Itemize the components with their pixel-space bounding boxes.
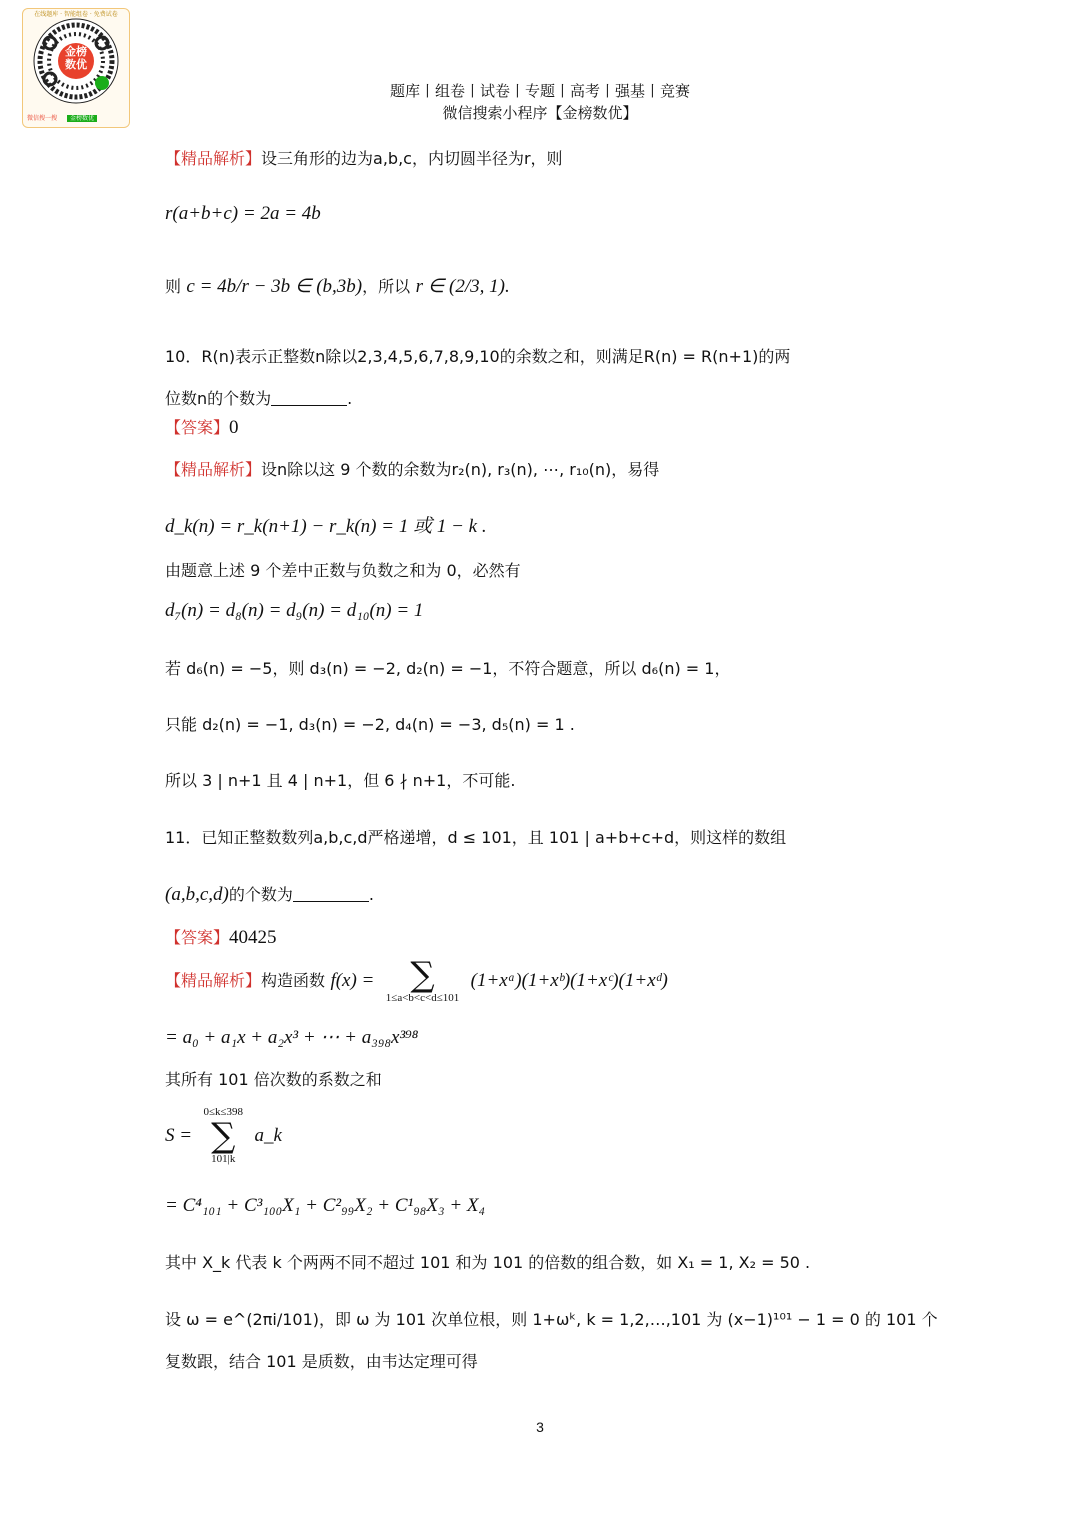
- q11-f-product: (1+xᵃ)(1+xᵇ)(1+xᶜ)(1+xᵈ): [470, 970, 668, 991]
- q10-stem-line2-prefix: 位数n的个数为: [165, 389, 272, 408]
- analysis-tag: 【精品解析】: [165, 971, 262, 990]
- q11-S-upper: 0≤k≤398: [203, 1106, 244, 1118]
- q11-analysis-prefix: 构造函数: [261, 971, 326, 990]
- q9-line3-end: r ∈ (2/3, 1).: [415, 276, 510, 297]
- q9-line3-math: c = 4b/r − 3b ∈ (b,3b): [186, 276, 363, 297]
- header-subtitle: 微信搜索小程序【金榜数优】: [442, 104, 638, 122]
- header-nav: 题库丨组卷丨试卷丨专题丨高考丨强基丨竞赛: [389, 82, 690, 100]
- analysis-tag: 【精品解析】: [165, 149, 262, 168]
- q10-stem-line2: [165, 388, 352, 410]
- q11-analysis: [165, 955, 668, 1005]
- q11-poly: = a₀ + a₁x + a₂x³ + ⋯ + a₃₉₈x³⁹⁸: [165, 1027, 419, 1048]
- q10-analysis: [165, 459, 659, 481]
- q10-line-d6: 若 d₆(n) = −5，则 d₃(n) = −2, d₂(n) = −1，不符合题意，所以 d₆(n) = 1，: [165, 659, 731, 678]
- q9-line3-prefix: 则: [165, 277, 182, 296]
- page-number: 3: [536, 1419, 544, 1435]
- logo-text: 金榜数优: [65, 45, 87, 71]
- sum-symbol: 0≤k≤398 ∑ 101|k: [203, 1106, 244, 1165]
- answer-blank: [271, 389, 347, 406]
- q11-S-lhs: S =: [165, 1125, 193, 1146]
- q11-S-lower: 101|k: [211, 1153, 236, 1165]
- q9-line3-mid: ，所以: [362, 277, 411, 296]
- logo-ring-text: 在线题库 · 智能组卷 · 免费试卷: [34, 11, 118, 18]
- q11-binom-line: = C⁴₁₀₁ + C³₁₀₀X₁ + C²₉₉X₂ + C¹₉₈X₃ + X₄: [165, 1195, 486, 1216]
- analysis-tag: 【精品解析】: [165, 460, 262, 479]
- q11-stem-line2-text: 的个数为: [228, 885, 293, 904]
- q9-line3: [165, 262, 510, 312]
- q10-analysis-intro: 设n除以这 9 个数的余数为r₂(n), r₃(n), ⋯, r₁₀(n)，易得: [261, 460, 660, 479]
- q10-stem-text: 10．R(n)表示正整数n除以2,3,4,5,6,7,8,9,10的余数之和，则满足R(n) = R(n+1)的两: [165, 347, 791, 366]
- answer-tag: 【答案】: [165, 418, 230, 437]
- q11-coef-text: 其所有 101 倍次数的系数之和: [165, 1070, 382, 1089]
- q11-Xk-line: 其中 X_k 代表 k 个两两不同不超过 101 和为 101 的倍数的组合数，如 X₁ = 1, X₂ = 50 .: [165, 1253, 811, 1272]
- q10-stem-line1: [165, 346, 790, 368]
- q11-S-term: a_k: [254, 1125, 282, 1146]
- q11-stem-line2-suffix: .: [368, 885, 374, 904]
- q11-sum-limits: 1≤a<b<c<d≤101: [385, 992, 460, 1004]
- q10-line-conclusion: 所以 3 | n+1 且 4 | n+1，但 6 ∤ n+1，不可能.: [165, 771, 516, 790]
- q9-analysis-text: 设三角形的边为a,b,c，内切圆半径为r，则: [261, 149, 563, 168]
- q11-answer-value: 40425: [229, 927, 277, 948]
- q10-line-dk: d_k(n) = r_k(n+1) − r_k(n) = 1 或 1 − k .: [165, 516, 487, 537]
- answer-tag: 【答案】: [165, 928, 230, 947]
- q9-eq1: r(a+b+c) = 2a = 4b: [165, 203, 321, 224]
- q10-line-only: 只能 d₂(n) = −1, d₃(n) = −2, d₄(n) = −3, d₅(n) = 1 .: [165, 715, 575, 734]
- q11-S-def: [165, 1106, 282, 1166]
- q10-answer: [165, 417, 239, 439]
- q9-analysis: [165, 148, 563, 170]
- q10-line-d7: d₇(n) = d₈(n) = d₉(n) = d₁₀(n) = 1: [165, 600, 424, 621]
- q11-last-line: 复数跟，结合 101 是质数，由韦达定理可得: [165, 1352, 478, 1371]
- q11-stem-line1: 11．已知正整数数列a,b,c,d严格递增，d ≤ 101，且 101 | a+b+c+d，则这样的数组: [165, 828, 787, 847]
- sum-symbol: ∑ 1≤a<b<c<d≤101: [385, 955, 460, 1004]
- answer-blank: [293, 885, 369, 902]
- q10-line-sum: 由题意上述 9 个差中正数与负数之和为 0，必然有: [165, 561, 521, 580]
- q10-stem-line2-suffix: .: [347, 389, 353, 408]
- q11-stem-line2: [165, 884, 374, 906]
- q11-answer: [165, 927, 277, 949]
- q11-tuple: (a,b,c,d): [165, 884, 229, 905]
- q10-answer-value: 0: [229, 417, 239, 438]
- q11-f-def: f(x) =: [330, 970, 375, 991]
- logo-footer-left: 微信搜一搜: [27, 115, 58, 122]
- q11-omega-line: 设 ω = e^(2πi/101)，即 ω 为 101 次单位根，则 1+ωᵏ, k = 1,2,…,101 为 (x−1)¹⁰¹ − 1 = 0 的 101 个: [165, 1310, 938, 1329]
- logo-footer-right: 金榜数优: [67, 115, 97, 122]
